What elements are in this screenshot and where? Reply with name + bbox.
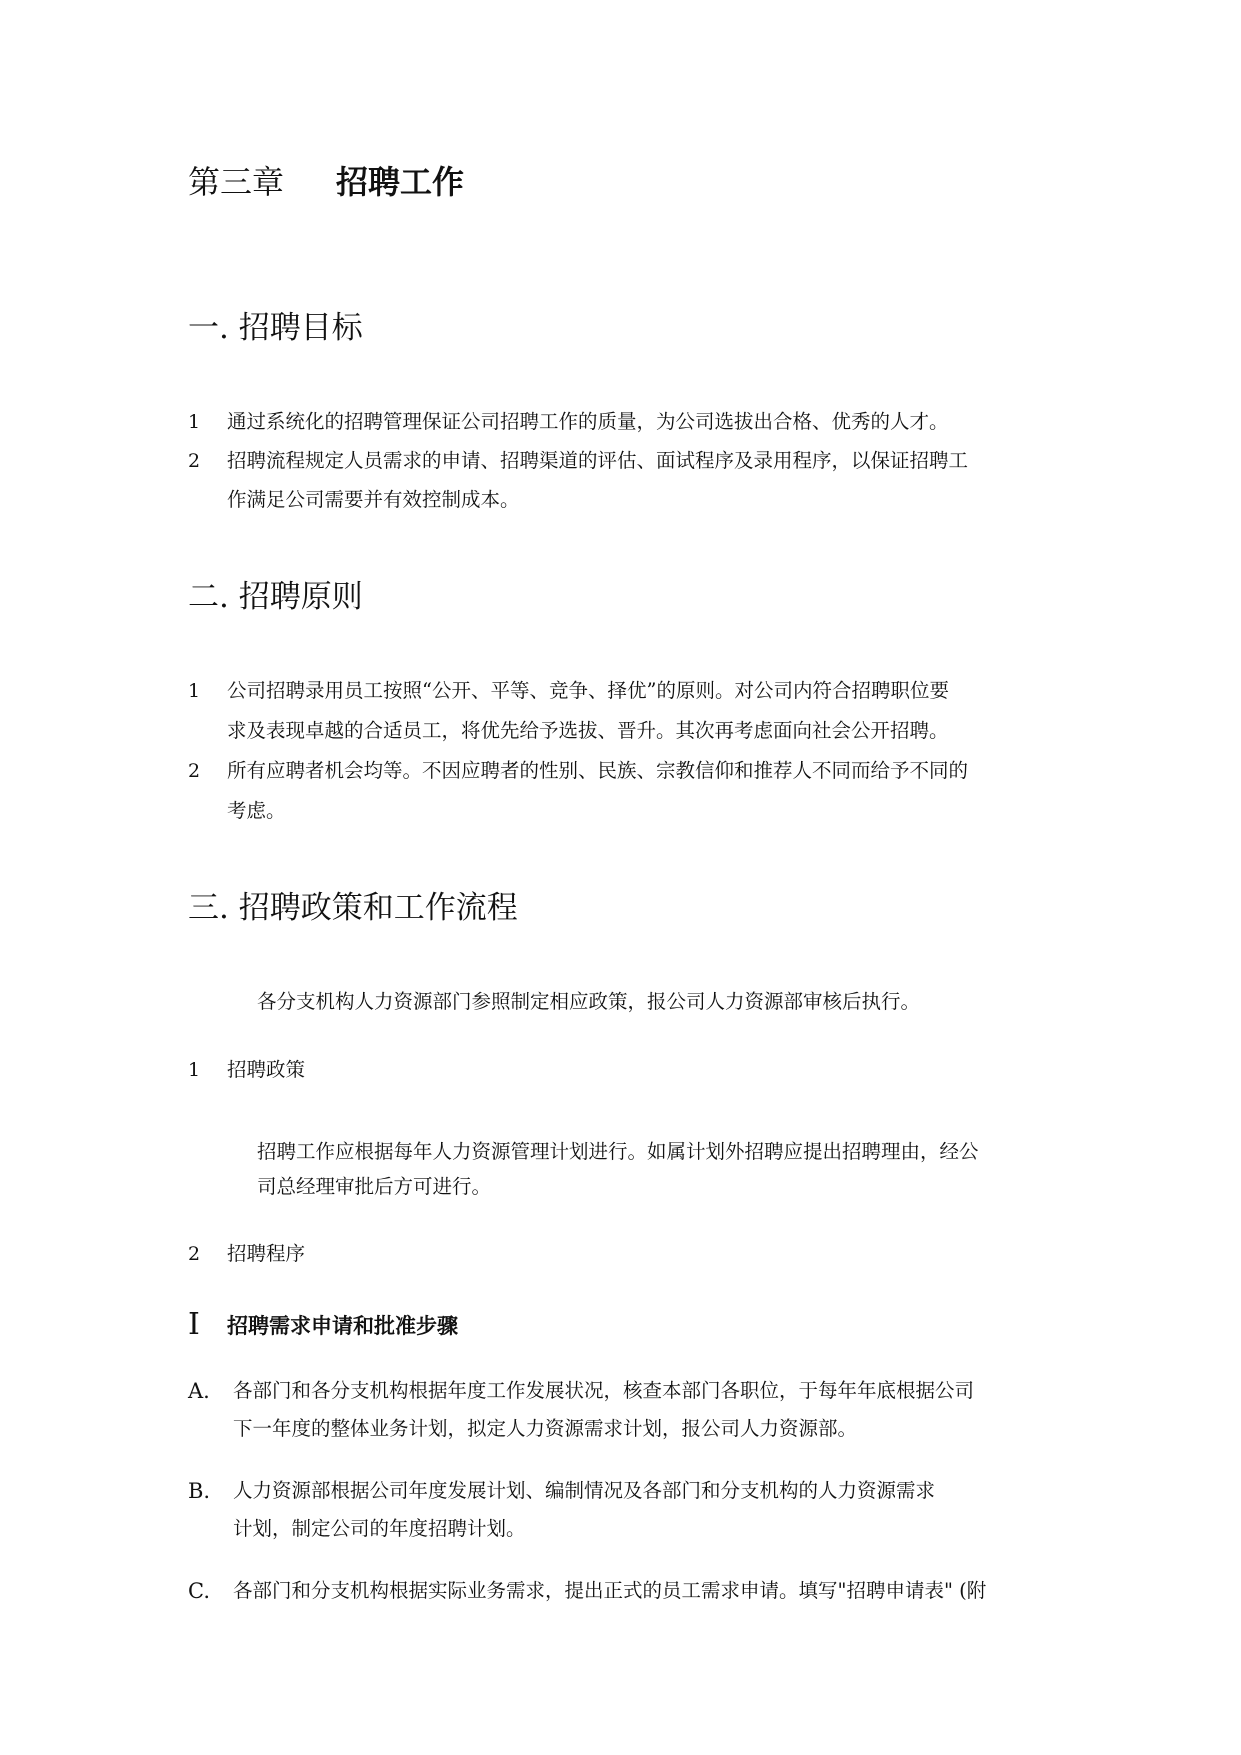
subsection-title-policy: 招聘政策 [227,1058,306,1081]
chapter-title: 招聘工作 [336,163,465,201]
item-number: 2 [188,1243,201,1265]
subsection-title-procedure: 招聘程序 [227,1242,306,1265]
step-letter: B. [188,1479,211,1503]
section-intro: 各分支机构人力资源部门参照制定相应政策，报公司人力资源部审核后执行。 [257,990,921,1013]
step-text-continuation: 下一年度的整体业务计划，拟定人力资源需求计划，报公司人力资源部。 [233,1417,858,1440]
policy-text-continuation: 司总经理审批后方可进行。 [257,1175,492,1198]
section-heading-2: 二. 招聘原则 [188,579,363,615]
step-letter: C. [188,1579,210,1603]
item-text: 公司招聘录用员工按照“公开、平等、竞争、择优”的原则。对公司内符合招聘职位要 [227,679,949,702]
item-text-continuation: 考虑。 [227,799,286,822]
item-text-continuation: 作满足公司需要并有效控制成本。 [227,488,520,511]
step-title: 招聘需求申请和批准步骤 [227,1313,458,1338]
step-text-continuation: 计划，制定公司的年度招聘计划。 [233,1517,526,1540]
section-heading-1: 一. 招聘目标 [188,310,363,346]
chapter-label: 第三章 [188,163,285,201]
chapter-heading [188,160,464,204]
item-number: 2 [188,450,201,472]
item-text: 招聘流程规定人员需求的申请、招聘渠道的评估、面试程序及录用程序，以保证招聘工 [227,449,969,472]
item-number: 1 [188,680,201,702]
step-text: 人力资源部根据公司年度发展计划、编制情况及各部门和分支机构的人力资源需求 [233,1479,936,1502]
item-text-continuation: 求及表现卓越的合适员工，将优先给予选拔、晋升。其次再考虑面向社会公开招聘。 [227,719,949,742]
item-number: 1 [188,411,201,433]
step-text: 各部门和各分支机构根据年度工作发展状况，核查本部门各职位，于每年年底根据公司 [233,1379,975,1402]
section-heading-3: 三. 招聘政策和工作流程 [188,890,518,926]
item-number: 1 [188,1059,201,1081]
item-text: 所有应聘者机会均等。不因应聘者的性别、民族、宗教信仰和推荐人不同而给予不同的 [227,759,969,782]
step-letter: A. [188,1379,210,1403]
step-text: 各部门和分支机构根据实际业务需求，提出正式的员工需求申请。填写"招聘申请表" (附 [233,1579,987,1602]
item-text: 通过系统化的招聘管理保证公司招聘工作的质量，为公司选拔出合格、优秀的人才。 [227,410,949,433]
policy-text: 招聘工作应根据每年人力资源管理计划进行。如属计划外招聘应提出招聘理由，经公 [257,1140,979,1163]
step-roman-numeral: I [188,1307,200,1342]
item-number: 2 [188,760,201,782]
